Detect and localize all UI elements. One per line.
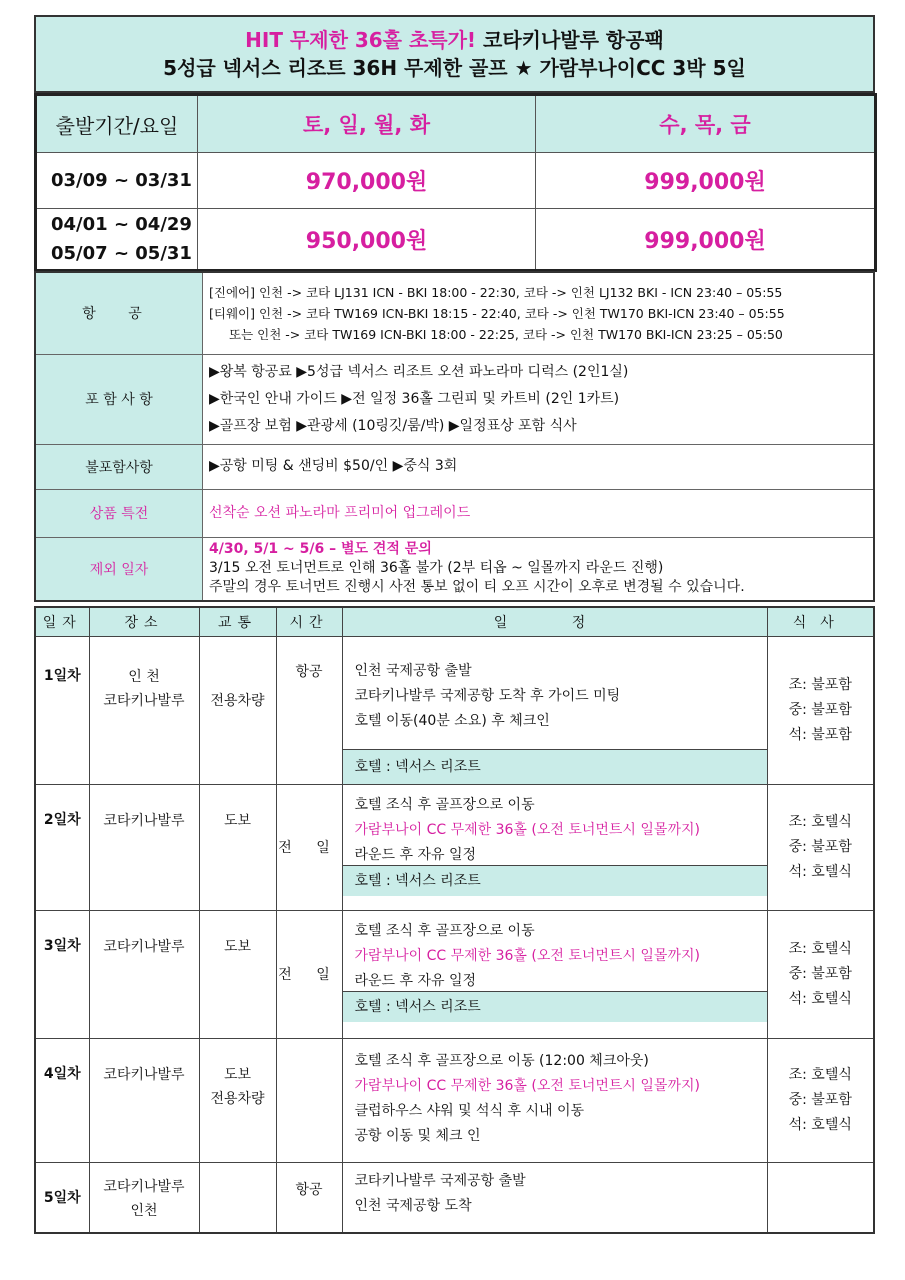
day-meals: 조: 호텔식 중: 불포함 석: 호텔식 (767, 785, 874, 911)
price-header-period: 출발기간/요일 (36, 95, 198, 153)
price-amount: 999,000원 (536, 209, 876, 271)
price-row (36, 153, 876, 209)
day-label: 2일차 (35, 785, 89, 911)
info-excluded-dates-row (35, 537, 874, 601)
day-transport (199, 1163, 276, 1233)
day-hotel: 호텔 : 넥서스 리조트 (343, 749, 767, 784)
flight-label: 항 공 (35, 272, 203, 354)
header-place: 장소 (89, 607, 199, 637)
day-time (276, 1039, 342, 1163)
day-meals (767, 1163, 874, 1233)
header-day: 일자 (35, 607, 89, 637)
price-table (34, 93, 877, 272)
day-time: 항공 (276, 1163, 342, 1233)
price-amount: 999,000원 (536, 153, 876, 209)
day-place: 인 천 코타키나발루 (89, 637, 199, 785)
day-place: 코타키나발루 인천 (89, 1163, 199, 1233)
day-label: 1일차 (35, 637, 89, 785)
day-label: 5일차 (35, 1163, 89, 1233)
exclude-details: ▶공항 미팅 & 샌딩비 $50/인 ▶중식 3회 (203, 444, 875, 489)
flight-details: [진에어] 인천 -> 코타 LJ131 ICN - BKI 18:00 - 22:30, 코타 -> 인천 LJ132 BKI - ICN 23:40 – 05:55 [티웨이] 인천 -> 코타 TW169 ICN-BKI 18:15 - 22:40, 코타 -> 인천 TW170 BKI-ICN 23:40 – 05:55 또는 인천 -> 코타 TW169 ICN-BKI 18:00 - 22:25, 코타 -> 인천 TW170 BKI-ICN 23:25 – 05:50 (203, 272, 875, 354)
day-itinerary: 호텔 조식 후 골프장으로 이동 가람부나이 CC 무제한 36홀 (오전 토너먼트시 일몰까지) 라운드 후 자유 일정 호텔 : 넥서스 리조트 (342, 785, 767, 911)
title-product: 코타키나발루 항공팩 (483, 28, 664, 52)
day-time: 전 일 (276, 785, 342, 911)
include-details: ▶왕복 항공료 ▶5성급 넥서스 리조트 오션 파노라마 디럭스 (2인1실) ▶한국인 안내 가이드 ▶전 일정 36홀 그린피 및 카트비 (2인 1카트) ▶골프장 보험 ▶관광세 (10링깃/룸/박) ▶일정표상 포함 식사 (203, 354, 875, 444)
day-hotel: 호텔 : 넥서스 리조트 (343, 865, 767, 896)
day-meals: 조: 호텔식 중: 불포함 석: 호텔식 (767, 1039, 874, 1163)
price-amount: 970,000원 (198, 153, 536, 209)
price-header-weekdays-a: 토, 일, 월, 화 (198, 95, 536, 153)
day-transport: 도보 (199, 785, 276, 911)
exclude-label: 불포함사항 (35, 444, 203, 489)
header-itinerary: 일 정 (342, 607, 767, 637)
schedule-table (34, 606, 875, 1234)
header-time: 시간 (276, 607, 342, 637)
day-hotel: 호텔 : 넥서스 리조트 (343, 991, 767, 1022)
title-line-1 (36, 26, 873, 54)
excluded-dates-label: 제외 일자 (35, 537, 203, 601)
day-place: 코타키나발루 (89, 785, 199, 911)
day-meals: 조: 호텔식 중: 불포함 석: 호텔식 (767, 911, 874, 1039)
day-transport: 도보 (199, 911, 276, 1039)
day-meals: 조: 불포함 중: 불포함 석: 불포함 (767, 637, 874, 785)
excluded-dates-details: 4/30, 5/1 ~ 5/6 – 별도 견적 문의 3/15 오전 토너먼트로 인해 36홀 불가 (2부 티옵 ~ 일몰까지 라운드 진행) 주말의 경우 토너먼트 진행시 사전 통보 없이 티 오프 시간이 오후로 변경될 수 있습니다. (203, 537, 875, 601)
schedule-header-row (35, 607, 874, 637)
info-benefit-row (35, 489, 874, 537)
title-banner (34, 15, 875, 93)
info-flight-row (35, 272, 874, 354)
day-row (35, 1163, 874, 1233)
day-transport: 전용차량 (199, 637, 276, 785)
day-itinerary: 인천 국제공항 출발 코타키나발루 국제공항 도착 후 가이드 미팅 호텔 이동(40분 소요) 후 체크인 호텔 : 넥서스 리조트 (342, 637, 767, 785)
price-header-weekdays-b: 수, 목, 금 (536, 95, 876, 153)
title-hit: HIT 무제한 36홀 초특가! (245, 28, 477, 52)
price-amount: 950,000원 (198, 209, 536, 271)
day-row (35, 637, 874, 785)
info-include-row (35, 354, 874, 444)
price-row (36, 209, 876, 271)
day-row (35, 785, 874, 911)
day-label: 3일차 (35, 911, 89, 1039)
day-itinerary: 호텔 조식 후 골프장으로 이동 가람부나이 CC 무제한 36홀 (오전 토너먼트시 일몰까지) 라운드 후 자유 일정 호텔 : 넥서스 리조트 (342, 911, 767, 1039)
header-meals: 식사 (767, 607, 874, 637)
day-time: 전 일 (276, 911, 342, 1039)
info-table (34, 271, 875, 602)
header-transport: 교통 (199, 607, 276, 637)
day-row (35, 1039, 874, 1163)
info-exclude-row (35, 444, 874, 489)
benefit-label: 상품 특전 (35, 489, 203, 537)
day-itinerary: 호텔 조식 후 골프장으로 이동 (12:00 체크아웃) 가람부나이 CC 무제한 36홀 (오전 토너먼트시 일몰까지) 클럽하우스 샤워 및 석식 후 시내 이동 공항 이동 및 체크 인 (342, 1039, 767, 1163)
day-label: 4일차 (35, 1039, 89, 1163)
day-time: 항공 (276, 637, 342, 785)
day-place: 코타키나발루 (89, 911, 199, 1039)
day-itinerary: 코타키나발루 국제공항 출발 인천 국제공항 도착 (342, 1163, 767, 1233)
benefit-details: 선착순 오션 파노라마 프리미어 업그레이드 (203, 489, 875, 537)
price-period: 04/01 ~ 04/29 05/07 ~ 05/31 (36, 209, 198, 271)
include-label: 포 함 사 항 (35, 354, 203, 444)
day-row (35, 911, 874, 1039)
price-period: 03/09 ~ 03/31 (36, 153, 198, 209)
price-header-row (36, 95, 876, 153)
day-transport: 도보 전용차량 (199, 1039, 276, 1163)
day-place: 코타키나발루 (89, 1039, 199, 1163)
title-line-2: 5성급 넥서스 리조트 36H 무제한 골프 ★ 가람부나이CC 3박 5일 (163, 56, 746, 80)
